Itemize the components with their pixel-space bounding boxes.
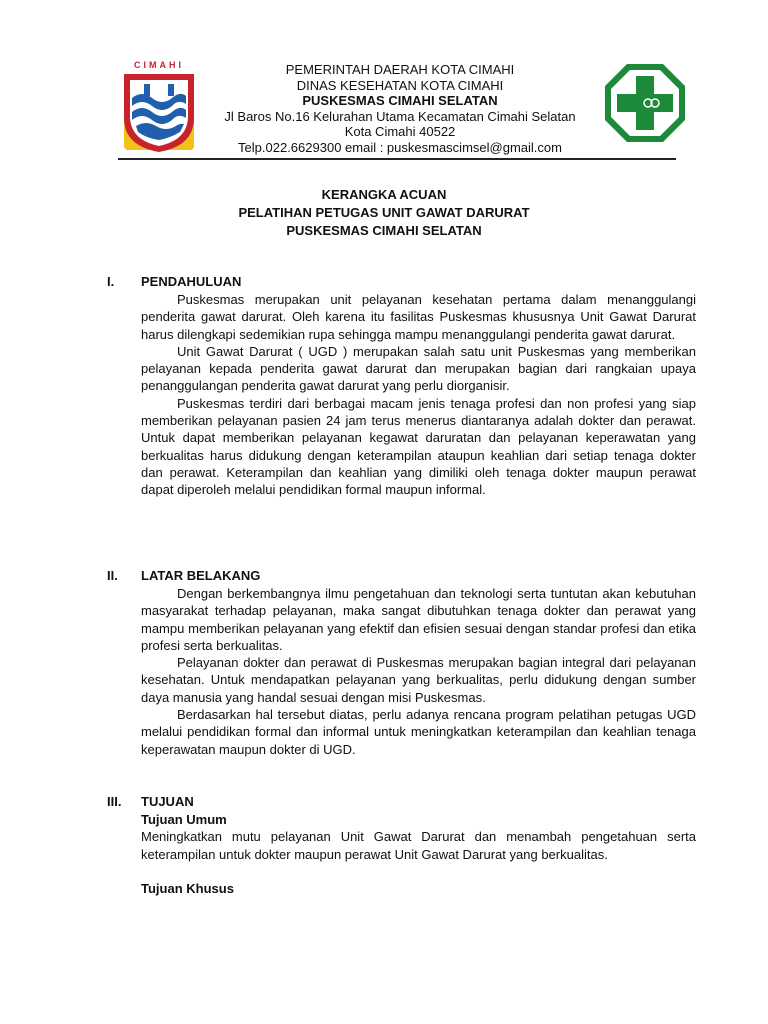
section-3-body [141,811,696,897]
header-contact: Telp.022.6629300 email : puskesmascimsel@gmail.com [238,139,562,155]
section-3-heading [107,794,194,809]
section-number: II. [107,568,118,583]
section-number: I. [107,274,115,289]
paragraph: Dengan berkembangnya ilmu pengetahuan dan teknologi serta tuntutan akan kebutuhan masyarakat terhadap pelayanan, maka sangat dibutuhkan tenaga dokter dan perawat yang mampu memberikan pelayanan yang efektif dan efisien sesuai dengan standar profesi dan etika profesi serta berkualitas. [141,586,696,653]
title-line-2: PELATIHAN PETUGAS UNIT GAWAT DARURAT [238,205,530,220]
paragraph: Unit Gawat Darurat ( UGD ) merupakan salah satu unit Puskesmas yang memberikan pelayanan kepada penderita gawat darurat dan merupakan bagian dari rangkaian upaya penanggulangan penderita gawat darurat yang perlu diorganisir. [141,343,696,394]
paragraph: Puskesmas terdiri dari berbagai macam jenis tenaga profesi dan non profesi yang siap memberikan pelayanan pasien 24 jam terus menerus diantaranya adalah dokter dan perawat. Untuk dapat memberikan pelayanan kegawat daruratan dan pelayanan keperawatan yang berkualitas harus didukung dengan keterampilan ataupun keahlian dari setiap tenaga dokter dan perawat. Keterampilan dan keahlian yang dimiliki oleh tenaga dokter maupun perawat dapat diperoleh melalui pendidikan formal maupun informal. [141,395,696,498]
section-title: PENDAHULUAN [141,274,242,289]
section-2-body [141,585,696,758]
title-line-1: KERANGKA ACUAN [321,187,447,202]
title-line-3: PUSKESMAS CIMAHI SELATAN [286,223,482,238]
section-1-heading [107,274,241,289]
header-divider [118,158,676,160]
section-title: TUJUAN [141,794,194,809]
subheading-general: Tujuan Umum [141,812,227,827]
paragraph: Pelayanan dokter dan perawat di Puskesmas merupakan bagian integral dari pelayanan kesehatan. Untuk mendapatkan pelayanan yang berkualitas, perlu didukung dengan sumber daya manusia yang handal sesuai dengan misi Puskesmas. [141,655,696,705]
header-city: Kota Cimahi 40522 [344,124,456,139]
section-number: III. [107,794,122,809]
header-puskesmas: PUSKESMAS CIMAHI SELATAN [302,93,498,108]
section-1-body [141,291,696,499]
health-logo [603,62,687,144]
logo-text: CIMAHI [134,60,184,70]
header-government: PEMERINTAH DAERAH KOTA CIMAHI [285,62,515,77]
document-title [0,186,768,240]
subheading-specific: Tujuan Khusus [141,880,234,896]
cimahi-logo [118,60,200,156]
header-address: Jl Baros No.16 Kelurahan Utama Kecamatan Cimahi Selatan [224,108,576,124]
paragraph: Meningkatkan mutu pelayanan Unit Gawat Darurat dan menambah pengetahuan serta keterampilan untuk dokter maupun perawat Unit Gawat Darurat yang berkualitas. [141,829,696,862]
paragraph: Puskesmas merupakan unit pelayanan kesehatan pertama dalam menanggulangi penderita gawat darurat. Oleh karena itu fasilitas Puskesmas khususnya Unit Gawat Darurat harus dilengkapi sedemikian rupa sehingga mampu menanggulangi penderita gawat darurat. [141,292,696,342]
header-agency: DINAS KESEHATAN KOTA CIMAHI [296,77,504,93]
section-title: LATAR BELAKANG [141,568,261,583]
section-2-heading [107,568,260,583]
paragraph: Berdasarkan hal tersebut diatas, perlu adanya rencana program pelatihan petugas UGD melalui pendidikan formal dan informal untuk meningkatkan keterampilan dan keahlian tenaga keperawatan maupun dokter di UGD. [141,707,696,757]
letterhead [190,62,610,155]
